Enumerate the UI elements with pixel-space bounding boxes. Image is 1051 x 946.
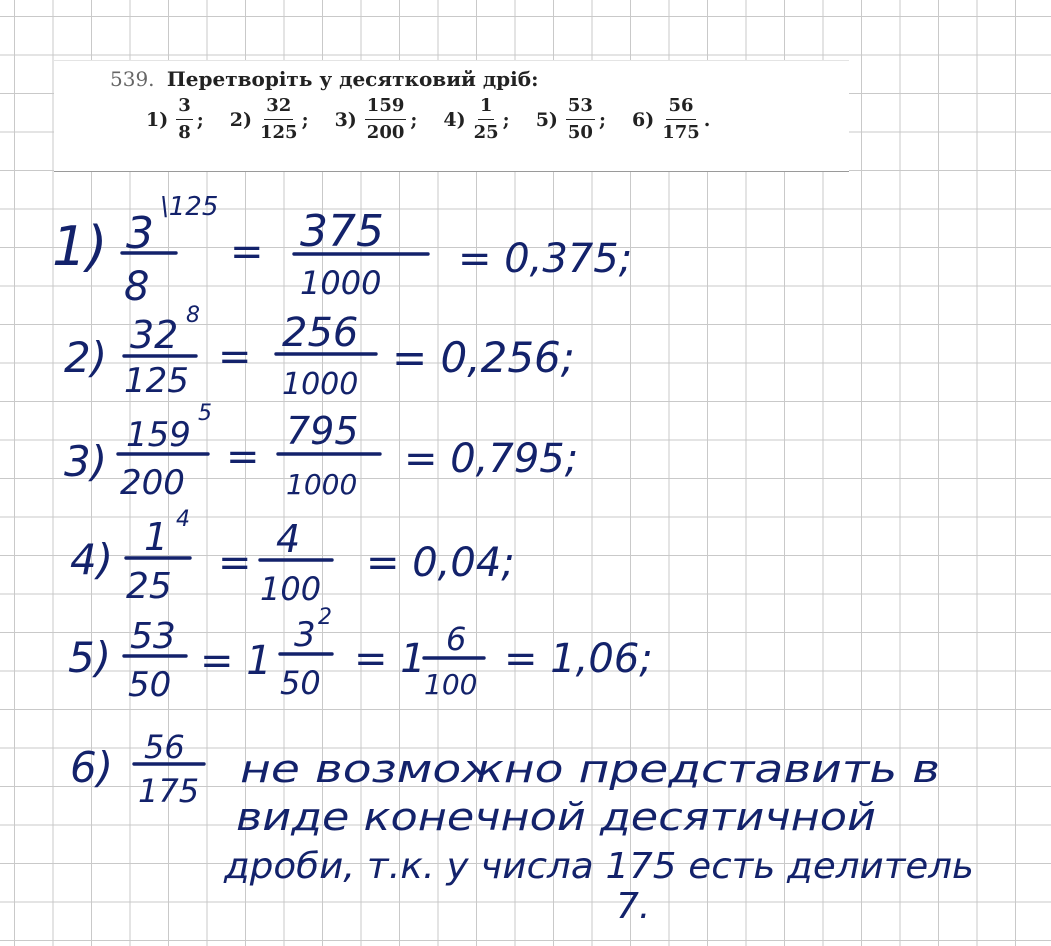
denominator: 8 — [178, 122, 191, 143]
denominator: 8 — [124, 264, 150, 310]
step-label: 4) — [70, 535, 114, 584]
numerator: 256 — [282, 310, 359, 356]
multiplier: 8 — [186, 303, 200, 328]
solution-1 — [52, 192, 632, 310]
denominator: 125 — [259, 122, 298, 143]
denominator: 25 — [473, 122, 499, 143]
numerator: 32 — [264, 95, 293, 120]
step-label: 2) — [64, 333, 108, 382]
denominator: 25 — [126, 566, 172, 607]
separator: ; — [502, 108, 510, 131]
explanation-line-1: не возможно представить в — [240, 747, 940, 791]
numerator: 1 — [144, 515, 169, 559]
numerator: 53 — [130, 616, 176, 657]
multiplier: 5 — [198, 401, 212, 426]
equals-sign: = 1 — [354, 636, 426, 682]
multiplier: \125 — [160, 192, 219, 222]
separator: . — [703, 108, 711, 131]
denominator: 125 — [124, 361, 189, 401]
task-item-label: 4) — [443, 108, 466, 131]
denominator: 100 — [260, 570, 322, 608]
equals-sign: = — [218, 540, 252, 586]
separator: ; — [196, 108, 204, 131]
numerator: 32 — [130, 313, 179, 357]
task-item-label: 2) — [229, 108, 252, 131]
numerator: 6 — [446, 620, 467, 658]
denominator: 50 — [128, 665, 172, 705]
task-item-label: 5) — [535, 108, 558, 131]
explanation-line-2: виде конечной десятичной — [236, 795, 876, 839]
task-item-label: 3) — [334, 108, 357, 131]
numerator: 56 — [666, 95, 695, 120]
equals-sign: = — [230, 229, 264, 275]
numerator: 3 — [176, 95, 193, 120]
equals-sign: = — [226, 434, 260, 480]
explanation-line-3: дроби, т.к. у числа 175 есть делитель — [222, 846, 974, 887]
denominator: 200 — [120, 463, 185, 503]
denominator: 175 — [138, 772, 200, 810]
denominator: 100 — [424, 668, 478, 701]
separator: ; — [301, 108, 309, 131]
numerator: 159 — [126, 415, 191, 455]
denominator: 50 — [567, 122, 593, 143]
step-label: 5) — [68, 633, 112, 682]
numerator: 56 — [144, 728, 185, 766]
equals-sign: = 1 — [200, 638, 272, 684]
solution-2 — [64, 303, 575, 402]
numerator: 375 — [300, 206, 384, 257]
equals-sign: = — [218, 334, 252, 380]
separator: ; — [598, 108, 606, 131]
denominator: 50 — [280, 664, 321, 702]
multiplier: 4 — [176, 507, 190, 532]
step-label: 3) — [64, 437, 108, 486]
numerator: 3 — [294, 615, 316, 655]
result: = 0,04; — [366, 540, 515, 586]
solution-6 — [70, 728, 974, 927]
denominator: 1000 — [300, 264, 382, 302]
result: = 0,375; — [458, 236, 633, 282]
solution-3 — [64, 401, 578, 503]
numerator: 53 — [566, 95, 595, 120]
result: = 0,795; — [404, 436, 579, 482]
denominator: 1000 — [286, 468, 358, 501]
step-label: 1) — [52, 215, 108, 278]
solution-4 — [70, 507, 515, 608]
task-item-label: 1) — [146, 108, 169, 131]
numerator: 1 — [478, 95, 495, 120]
explanation-line-4: 7. — [616, 886, 651, 927]
numerator: 3 — [126, 208, 154, 259]
numerator: 4 — [276, 517, 301, 561]
multiplier: 2 — [318, 605, 332, 630]
task-number: 539. — [110, 67, 155, 91]
denominator: 200 — [366, 122, 405, 143]
task-title: Перетворіть у десятковий дріб: — [166, 67, 539, 91]
denominator: 1000 — [282, 367, 359, 402]
separator: ; — [410, 108, 418, 131]
result: = 0,256; — [392, 333, 575, 382]
numerator: 795 — [286, 409, 359, 453]
denominator: 175 — [662, 122, 700, 143]
step-label: 6) — [70, 743, 114, 792]
numerator: 159 — [365, 95, 407, 120]
task-item-label: 6) — [631, 108, 655, 131]
result: = 1,06; — [504, 636, 653, 682]
solution-5 — [68, 605, 653, 705]
